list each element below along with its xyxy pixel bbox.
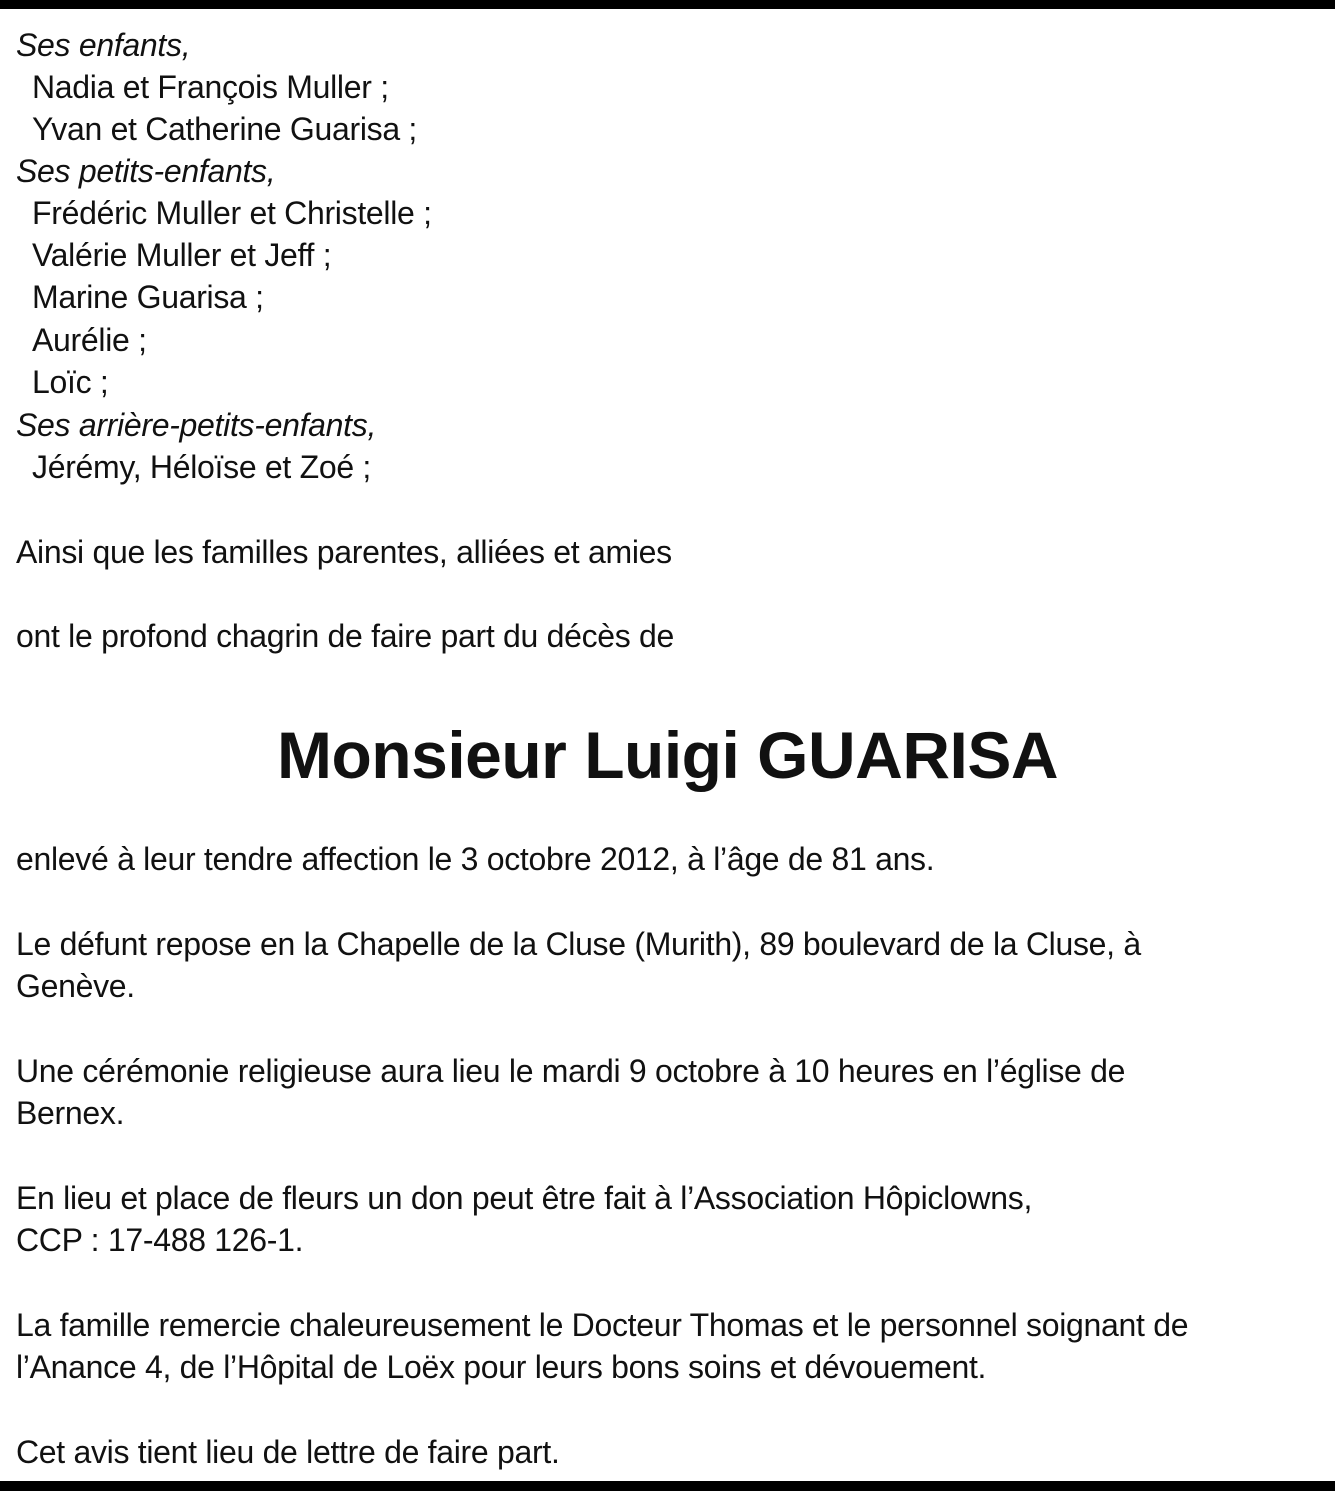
grandchild-name: Aurélie ; [32, 322, 147, 358]
children-heading: Ses enfants, [16, 27, 191, 63]
ceremony-line: Une cérémonie religieuse aura lieu le mardi 9 octobre à 10 heures en l’église de [16, 1053, 1126, 1089]
great-grandchild-name: Jérémy, Héloïse et Zoé ; [32, 449, 372, 485]
rest-place-line: Le défunt repose en la Chapelle de la Cluse (Murith), 89 boulevard de la Cluse, à [16, 926, 1141, 962]
deceased-name-title: Monsieur Luigi GUARISA [277, 718, 1058, 792]
grandchild-name: Loïc ; [32, 364, 109, 400]
child-name: Yvan et Catherine Guarisa ; [32, 111, 418, 147]
grandchild-name: Valérie Muller et Jeff ; [32, 237, 332, 273]
grandchild-name: Frédéric Muller et Christelle ; [32, 195, 432, 231]
child-name: Nadia et François Muller ; [32, 69, 389, 105]
thanks-line: l’Anance 4, de l’Hôpital de Loëx pour leurs bons soins et dévouement. [16, 1349, 987, 1385]
great-grandchildren-heading: Ses arrière-petits-enfants, [16, 407, 377, 443]
grandchild-name: Marine Guarisa ; [32, 279, 264, 315]
closing-line: Cet avis tient lieu de lettre de faire part. [16, 1434, 560, 1470]
thanks-line: La famille remercie chaleureusement le Docteur Thomas et le personnel soignant de [16, 1307, 1189, 1343]
grandchildren-heading: Ses petits-enfants, [16, 153, 276, 189]
top-border-rule [0, 0, 1335, 9]
donation-line: CCP : 17-488 126-1. [16, 1222, 304, 1258]
ceremony-line: Bernex. [16, 1095, 125, 1131]
death-notice: enlevé à leur tendre affection le 3 octobre 2012, à l’âge de 81 ans. [16, 841, 935, 877]
bottom-border-rule [0, 1481, 1335, 1491]
announcement-line: ont le profond chagrin de faire part du décès de [16, 618, 675, 654]
families-line: Ainsi que les familles parentes, alliées et amies [16, 534, 672, 570]
donation-line: En lieu et place de fleurs un don peut être fait à l’Association Hôpiclowns, [16, 1180, 1033, 1216]
rest-place-line: Genève. [16, 968, 135, 1004]
